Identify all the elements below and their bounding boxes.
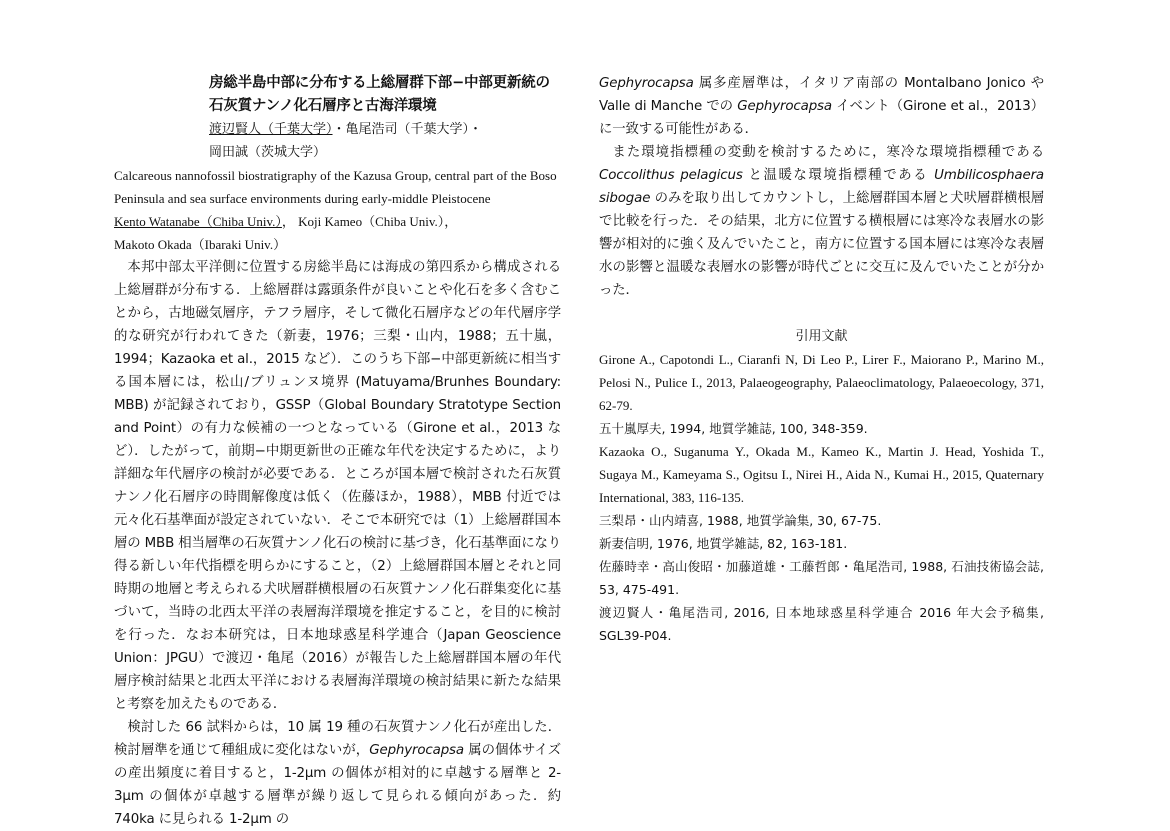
reference-item: 三梨昂・山内靖喜, 1988, 地質学論集, 30, 67-75. — [599, 513, 882, 528]
reference-item: Kazaoka O., Suganuma Y., Okada M., Kameo K., Martin J. Head, Yoshida T., Sugaya M., Kameyama S., Ogitsu I., Nirei H., Aida N., Kumai H., 2015, Quaternary International, 383, 116-135. — [599, 444, 1044, 505]
left-column — [114, 72, 561, 831]
species-name: Coccolithus pelagicus — [599, 168, 743, 183]
genus-name: Gephyrocapsa — [737, 99, 832, 114]
p2-text-d: イベント（Girone et al.，2013）に一致する可能性がある． — [599, 99, 1045, 137]
paper-title-jp: 房総半島中部に分布する上総層群下部−中部更新統の石灰質ナンノ化石層序と古海洋環境 — [209, 75, 550, 114]
reference-item: Girone A., Capotondi L., Ciaranfi N, Di Leo P., Lirer F., Maiorano P., Marino M., Pelosi N., Pulice I., 2013, Palaeogeography, Palaeoclimatology, Palaeoecology, 371, 62-79. — [599, 352, 1044, 413]
abstract-body-left — [114, 256, 561, 831]
paper-title-en: Calcareous nannofossil biostratigraphy of the Kazusa Group, central part of the Boso Peninsula and sea surface environments during early-middle Pleistocene — [114, 168, 557, 206]
genus-name: Gephyrocapsa — [369, 743, 464, 758]
paragraph-1: 本邦中部太平洋側に位置する房総半島には海成の第四系から構成される上総層群が分布する．上総層群は露頭条件が良いことや化石を多く含むことから，古地磁気層序，テフラ層序，そして微化石層序などの年代層序学的な研究が行われてきた（新妻，1976；三梨・山内，1988；五十嵐，1994；Kazaoka et al.，2015 など）．このうち下部−中部更新統に相当する国本層には，松山/ブリュンヌ境界 (Matuyama/Brunhes Boundary: MBB) が記録されており，GSSP（Global Boundary Stratotype Section and Point）の有力な候補の一つとなっている（Girone et al.，2013 など）．したがって，前期−中期更新世の正確な年代を決定するために，より詳細な年代層序の検討が必要である．ところが国本層で検討された石灰質ナンノ化石層序の時間解像度は低く（佐藤ほか，1988），MBB 付近では元々化石基準面が設定されていない．そこで本研究では（1）上総層群国本層の MBB 相当層準の石灰質ナンノ化石の検討に基づき，化石基準面になり得る新しい年代指標を明らかにすること，（2）上総層群国本層とそれと同時期の地層と考えられる犬吠層群横根層の石灰質ナンノ化石群集変化に基づいて，当時の北西太平洋の表層海洋環境を推定すること，を目的に検討を行った．なお本研究は，日本地球惑星科学連合（Japan Geoscience Union：JPGU）で渡辺・亀尾（2016）が報告した上総層群国本層の年代層序検討結果と北西太平洋における表層海洋環境の検討結果に新たな結果と考察を加えたものである． — [114, 260, 561, 712]
presenting-author-jp: 渡辺賢人（千葉大学） — [209, 122, 333, 137]
presenting-author-en: Kento Watanabe（Chiba Univ.） — [114, 214, 282, 229]
reference-item: 五十嵐厚夫, 1994, 地質学雑誌, 100, 348-359. — [599, 421, 868, 436]
p3-text-c: のみを取り出してカウントし，上総層群国本層と犬吠層群横根層で比較を行った．その結果，北方に位置する横根層には寒冷な表層水の影響が相対的に強く及んでいたこと，南方に位置する国本層には寒冷な表層水の影響と温暖な表層水の影響が時代ごとに交互に及んでいたことが分かった． — [599, 191, 1044, 298]
genus-name: Gephyrocapsa — [599, 76, 694, 91]
references-list — [599, 348, 1044, 647]
p3-text-a: また環境指標種の変動を検討するために，寒冷な環境指標種である — [612, 145, 1044, 160]
english-header — [114, 164, 561, 256]
references-heading: 引用文献 — [795, 329, 848, 344]
p3-text-b: と温暖な環境指標種である — [742, 168, 935, 183]
p2-text-c: 属多産層準は，イタリア南部の Montalbano Jonico や Valle di Manche での — [599, 76, 1044, 114]
reference-item: 佐藤時幸・高山俊昭・加藤道雄・工藤哲郎・亀尾浩司, 1988, 石油技術協会誌, 53, 475-491. — [599, 559, 1044, 597]
paragraph-3 — [599, 141, 1044, 302]
p2-text-a: 検討した 66 試料からは，10 属 19 種の石灰質ナンノ化石が産出した．検討層準を通じて種組成に変化はないが， — [114, 720, 561, 758]
p2-text-b: 属の個体サイズの産出頻度に着目すると，1-2μm の個体が相対的に卓越する層準と 2-3μm の個体が卓越する層準が繰り返して見られる傾向があった．約 740ka に見られる 1-2μm の — [114, 743, 562, 827]
reference-item: 渡辺賢人・亀尾浩司, 2016, 日本地球惑星科学連合 2016 年大会予稿集, SGL39-P04. — [599, 605, 1044, 643]
coauthor-okada-en: Makoto Okada（Ibaraki Univ.） — [114, 237, 287, 252]
authors-jp — [209, 118, 561, 164]
right-column — [599, 72, 1044, 647]
authors-en — [114, 210, 561, 256]
coauthors-en: ， Koji Kameo（Chiba Univ.）， — [281, 214, 458, 229]
abstract-body-right — [599, 72, 1044, 302]
species-name: Umbilicosphaera sibogae — [599, 168, 1044, 206]
reference-item: 新妻信明, 1976, 地質学雑誌, 82, 163-181. — [599, 536, 848, 551]
paragraph-2-continued — [599, 72, 1044, 141]
coauthor-okada-jp: 岡田誠（茨城大学） — [209, 145, 327, 160]
paragraph-2 — [114, 716, 561, 831]
coauthors-jp: ・亀尾浩司（千葉大学）・ — [332, 122, 483, 137]
